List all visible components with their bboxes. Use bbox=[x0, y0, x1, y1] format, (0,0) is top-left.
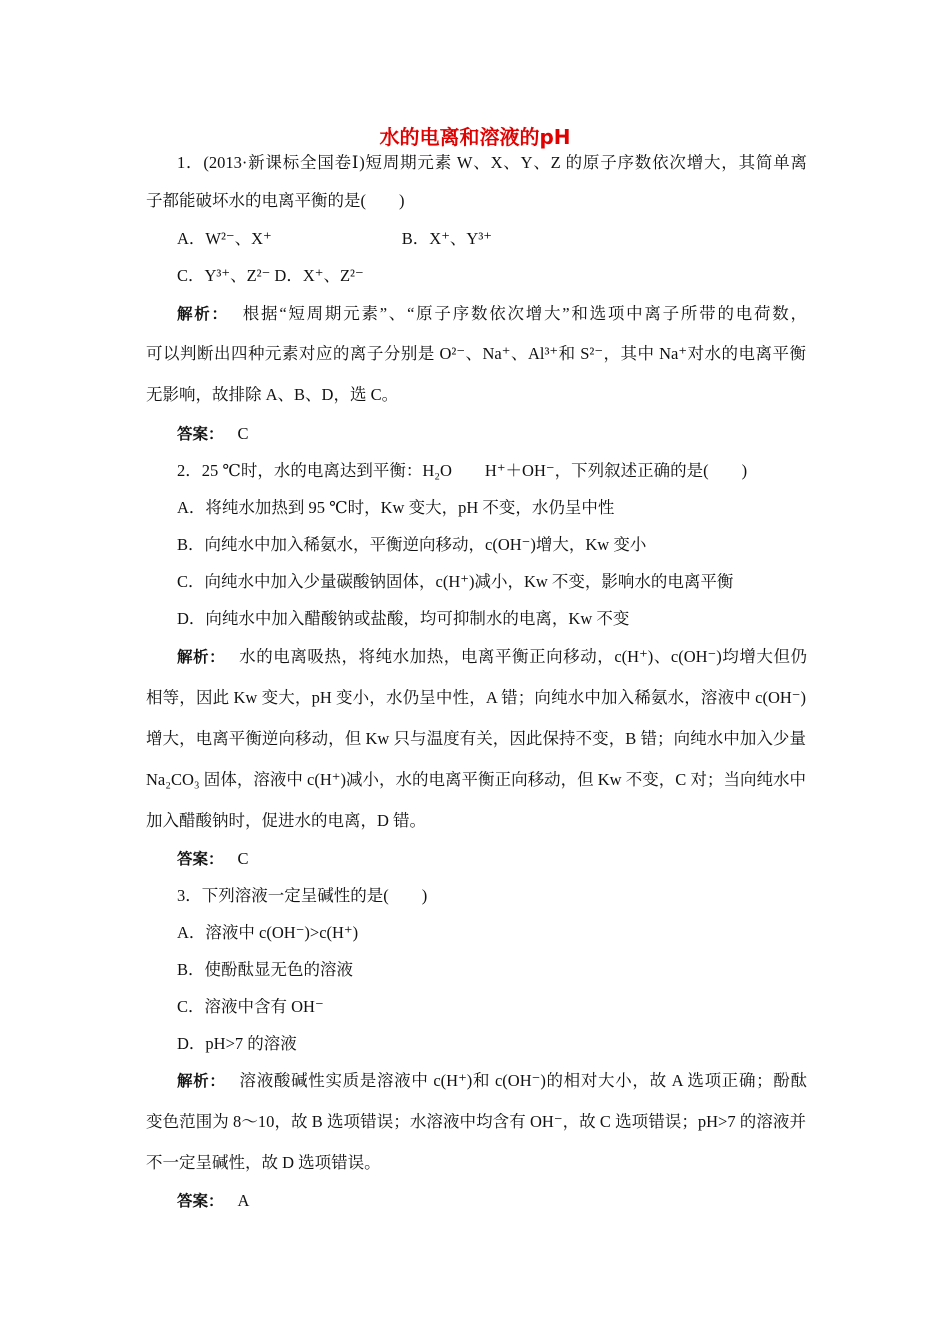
q2-option-a: A．将纯水加热到 95 ℃时，Kw 变大，pH 不变，水仍呈中性 bbox=[177, 498, 615, 517]
page-title: 水的电离和溶液的pH bbox=[379, 125, 571, 149]
q3-analysis-line-2: 变色范围为 8～10，故 B 选项错误；水溶液中均含有 OH⁻，故 C 选项错误；pH>7 的溶液并 bbox=[146, 1112, 806, 1131]
q2-option-b: B．向纯水中加入稀氨水，平衡逆向移动，c(OH⁻)增大，Kw 变小 bbox=[177, 535, 647, 554]
q1-stem-line-2: 子都能破坏水的电离平衡的是( ) bbox=[146, 191, 405, 210]
q1-analysis-text-1: 根据“短周期元素”、“原子序数依次增大”和选项中离子所带的电荷数， bbox=[242, 304, 807, 323]
q2-option-c: C．向纯水中加入少量碳酸钠固体，c(H⁺)减小，Kw 不变，影响水的电离平衡 bbox=[177, 572, 734, 591]
q3-option-a: A．溶液中 c(OH⁻)>c(H⁺) bbox=[177, 923, 359, 942]
q3-answer bbox=[177, 1190, 807, 1212]
q2-analysis-label: 解析： bbox=[177, 648, 226, 666]
q2-analysis-text-1: 水的电离吸热，将纯水加热，电离平衡正向移动，c(H⁺)、c(OH⁻)均增大但仍 bbox=[239, 647, 807, 666]
q3-stem: 3．下列溶液一定呈碱性的是( ) bbox=[177, 886, 428, 905]
q3-analysis-label: 解析： bbox=[177, 1072, 226, 1090]
q3-analysis-text-1: 溶液酸碱性实质是溶液中 c(H⁺)和 c(OH⁻)的相对大小，故 A 选项正确；酚酞 bbox=[239, 1071, 807, 1090]
q1-answer-label: 答案： bbox=[177, 425, 224, 443]
q2-analysis-line-1 bbox=[177, 646, 807, 668]
q2-option-d: D．向纯水中加入醋酸钠或盐酸，均可抑制水的电离，Kw 不变 bbox=[177, 609, 630, 628]
q1-answer bbox=[177, 423, 807, 445]
q1-stem-line-1: 1．(2013·新课标全国卷Ⅰ)短周期元素 W、X、Y、Z 的原子序数依次增大，其简单离 bbox=[177, 153, 807, 172]
q2-stem: 2．25 ℃时，水的电离达到平衡：H₂O H⁺＋OH⁻，下列叙述正确的是( ) bbox=[177, 461, 748, 480]
q1-option-a: A．W²⁻、X⁺ bbox=[177, 229, 272, 248]
q1-option-b: B．X⁺、Y³⁺ bbox=[401, 229, 492, 248]
q3-answer-label: 答案： bbox=[177, 1192, 224, 1210]
q2-answer-label: 答案： bbox=[177, 850, 224, 868]
q3-analysis-line-1 bbox=[177, 1070, 807, 1092]
q1-analysis-line-2: 可以判断出四种元素对应的离子分别是 O²⁻、Na⁺、Al³⁺和 S²⁻，其中 Na⁺对水的电离平衡 bbox=[146, 344, 806, 363]
q2-analysis-line-5: 加入醋酸钠时，促进水的电离，D 错。 bbox=[146, 811, 427, 830]
q3-option-b: B．使酚酞显无色的溶液 bbox=[177, 960, 354, 979]
q3-answer-value: A bbox=[237, 1191, 250, 1210]
q1-option-row-1 bbox=[177, 228, 807, 250]
q1-option-cd: C．Y³⁺、Z²⁻ D．X⁺、Z²⁻ bbox=[177, 266, 364, 285]
q1-analysis-line-1 bbox=[177, 303, 807, 325]
q2-answer bbox=[177, 848, 807, 870]
q3-analysis-line-3: 不一定呈碱性，故 D 选项错误。 bbox=[146, 1153, 381, 1172]
q2-analysis-line-4: Na₂CO₃ 固体，溶液中 c(H⁺)减小，水的电离平衡正向移动，但 Kw 不变，C 对；当向纯水中 bbox=[146, 770, 806, 789]
q1-analysis-label: 解析： bbox=[177, 305, 229, 323]
q2-analysis-line-2: 相等，因此 Kw 变大，pH 变小，水仍呈中性，A 错；向纯水中加入稀氨水，溶液中 c(OH⁻) bbox=[146, 688, 806, 707]
q1-answer-value: C bbox=[237, 424, 249, 443]
q2-answer-value: C bbox=[237, 849, 249, 868]
q3-option-c: C．溶液中含有 OH⁻ bbox=[177, 997, 324, 1016]
q2-analysis-line-3: 增大，电离平衡逆向移动，但 Kw 只与温度有关，因此保持不变，B 错；向纯水中加入少量 bbox=[146, 729, 806, 748]
q3-option-d: D．pH>7 的溶液 bbox=[177, 1034, 297, 1053]
q1-analysis-line-3: 无影响，故排除 A、B、D，选 C。 bbox=[146, 385, 399, 404]
